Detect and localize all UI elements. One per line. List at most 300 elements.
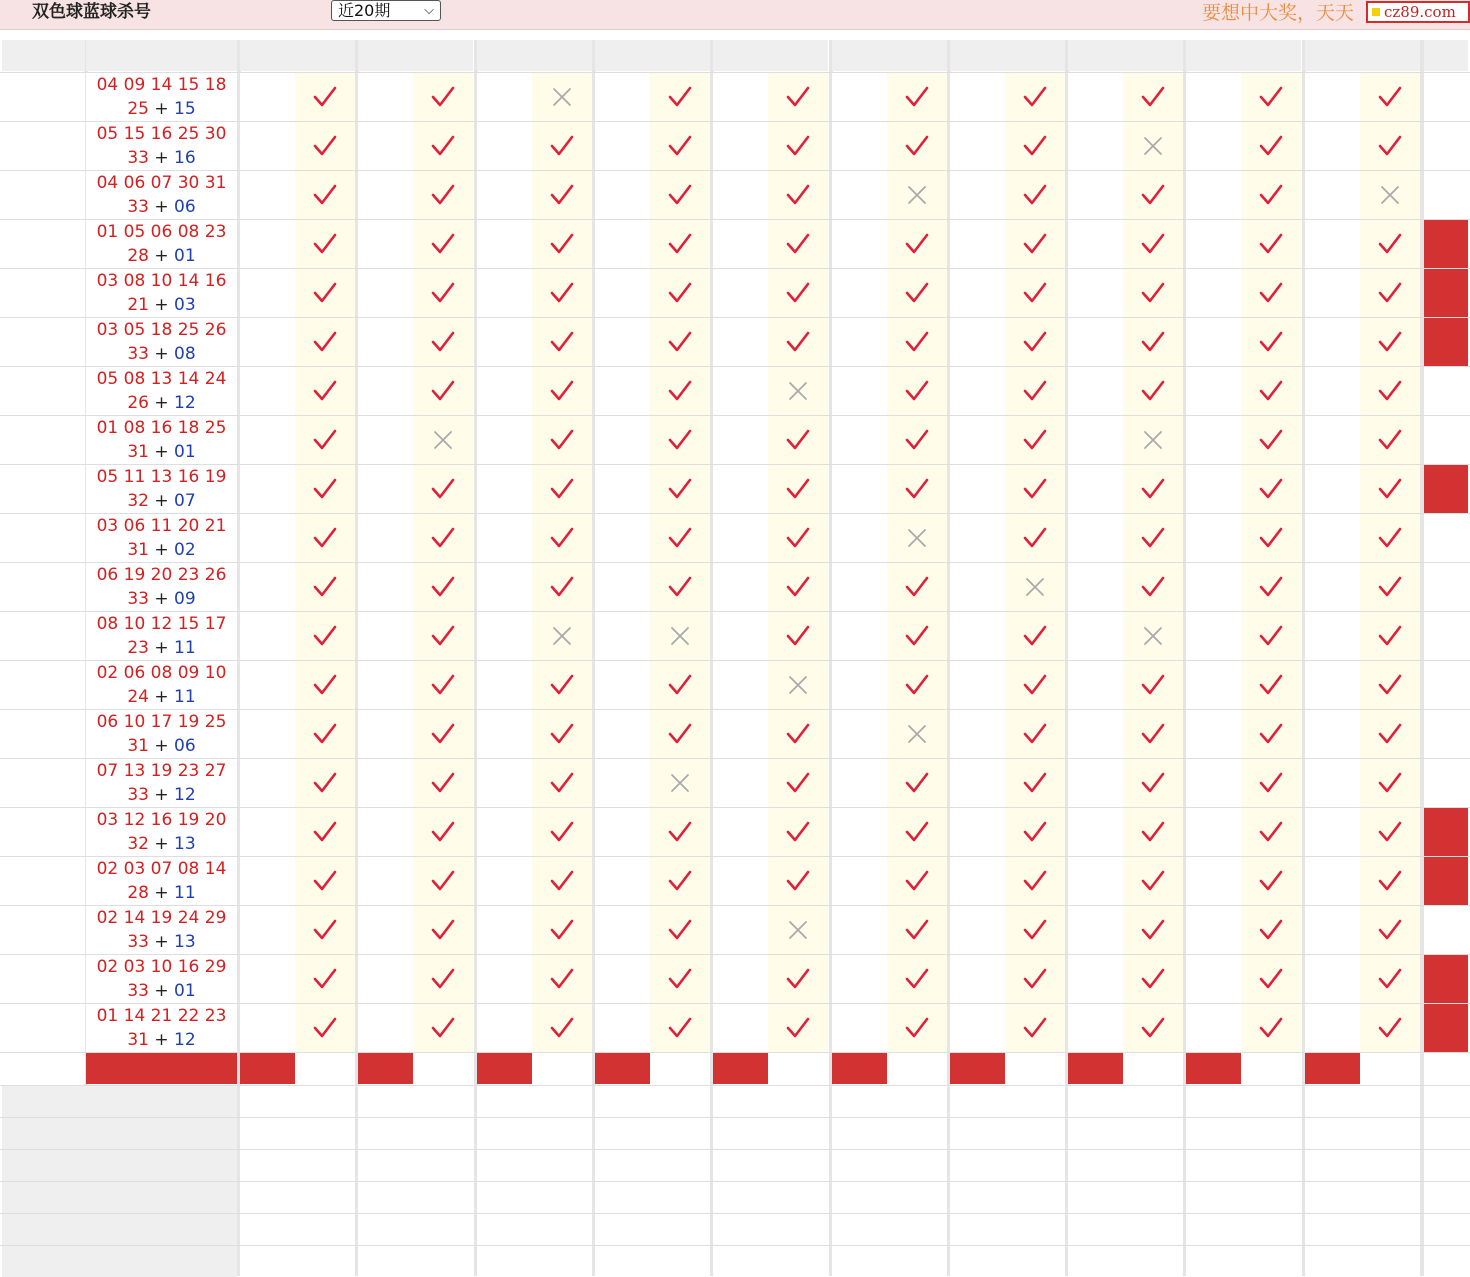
summary-value (1186, 1118, 1301, 1149)
kill-number (1305, 906, 1360, 954)
kill-number (477, 269, 532, 317)
red-balls: 03 05 18 25 26 (96, 320, 227, 340)
red-balls: 04 06 07 30 31 (96, 173, 227, 193)
kill-result (413, 857, 473, 905)
kill-number (240, 269, 295, 317)
kill-result (295, 906, 355, 954)
check-icon (904, 329, 930, 355)
kill-number (1068, 955, 1123, 1003)
check-icon (1258, 84, 1284, 110)
check-icon (904, 476, 930, 502)
red-balls: 05 11 13 16 19 (96, 467, 227, 487)
kill-number (950, 465, 1005, 513)
kill-result (1123, 514, 1183, 562)
row-divider (0, 1003, 1470, 1004)
correct-count (1424, 416, 1468, 464)
plus-sign: + (148, 932, 175, 952)
check-icon (667, 1015, 693, 1041)
kill-result (1005, 367, 1065, 415)
red-balls: 02 06 08 09 10 (96, 663, 227, 683)
check-icon (1140, 231, 1166, 257)
kill-number (477, 563, 532, 611)
blue-ball: 02 (174, 540, 196, 560)
site-logo[interactable] (1366, 1, 1470, 23)
summary-value (832, 1214, 947, 1245)
kill-number (240, 563, 295, 611)
summary-value (1186, 1214, 1301, 1245)
all-right-badge (1424, 220, 1468, 268)
current-kill-blank (768, 1053, 828, 1084)
kill-number (832, 171, 887, 219)
check-icon (904, 966, 930, 992)
plus-sign: + (148, 442, 175, 462)
check-icon (1258, 623, 1284, 649)
kill-number (950, 1004, 1005, 1052)
check-icon (1140, 84, 1166, 110)
kill-result (532, 710, 592, 758)
check-icon (430, 476, 456, 502)
col-header-expert (477, 40, 592, 71)
draw-second-line (127, 97, 195, 121)
kill-result (650, 612, 710, 660)
kill-number (240, 367, 295, 415)
kill-number (477, 1004, 532, 1052)
kill-result (1005, 563, 1065, 611)
kill-number (1305, 318, 1360, 366)
kill-number (832, 808, 887, 856)
kill-result (650, 906, 710, 954)
period-number (2, 808, 85, 856)
correct-count (1424, 563, 1468, 611)
kill-result (1360, 857, 1420, 905)
kill-number (1305, 661, 1360, 709)
row-divider (0, 1149, 1470, 1150)
summary-label (2, 1182, 237, 1213)
check-icon (904, 84, 930, 110)
period-number (2, 73, 85, 121)
draw-numbers (86, 122, 237, 170)
check-icon (1140, 476, 1166, 502)
red-ball-last: 31 (127, 540, 149, 560)
check-icon (785, 966, 811, 992)
red-balls: 02 03 07 08 14 (96, 859, 227, 879)
kill-result (1005, 73, 1065, 121)
check-icon (1258, 574, 1284, 600)
kill-result (887, 122, 947, 170)
kill-number (477, 122, 532, 170)
period-select[interactable] (331, 0, 441, 21)
check-icon (1258, 329, 1284, 355)
row-divider (0, 72, 1470, 73)
kill-number (1186, 220, 1241, 268)
red-ball-last: 24 (127, 687, 149, 707)
check-icon (312, 427, 338, 453)
kill-number (358, 73, 413, 121)
draw-second-line (127, 440, 195, 464)
red-ball-last: 31 (127, 442, 149, 462)
current-kill-blank (295, 1053, 355, 1084)
current-period-number (2, 1053, 85, 1084)
check-icon (1140, 574, 1166, 600)
kill-number (713, 906, 768, 954)
kill-number (713, 367, 768, 415)
correct-count (1424, 906, 1468, 954)
kill-number (832, 73, 887, 121)
kill-result (1005, 465, 1065, 513)
draw-second-line (127, 979, 195, 1003)
kill-number (595, 906, 650, 954)
red-balls: 03 06 11 20 21 (96, 516, 227, 536)
kill-number (1186, 612, 1241, 660)
draw-second-line (127, 881, 195, 905)
red-ball-last: 21 (127, 295, 149, 315)
kill-number (1186, 171, 1241, 219)
draw-second-line (127, 930, 195, 954)
kill-result (650, 220, 710, 268)
draw-second-line (127, 195, 195, 219)
check-icon (430, 280, 456, 306)
kill-number (595, 367, 650, 415)
kill-result (887, 318, 947, 366)
kill-number (1186, 857, 1241, 905)
check-icon (430, 868, 456, 894)
check-icon (312, 917, 338, 943)
red-balls: 01 14 21 22 23 (96, 1006, 227, 1026)
summary-value (240, 1214, 355, 1245)
check-icon (667, 329, 693, 355)
kill-result (1241, 269, 1301, 317)
kill-number (950, 220, 1005, 268)
summary-value (713, 1182, 828, 1213)
check-icon (1258, 280, 1284, 306)
kill-result (768, 563, 828, 611)
check-icon (1258, 966, 1284, 992)
kill-number (595, 465, 650, 513)
current-kill-number (713, 1053, 768, 1084)
kill-result (295, 122, 355, 170)
logo-text: cz89.com (1384, 3, 1456, 21)
summary-value (713, 1246, 828, 1277)
kill-result (768, 759, 828, 807)
check-icon (1258, 231, 1284, 257)
check-icon (1022, 182, 1048, 208)
kill-number (240, 955, 295, 1003)
kill-number (1068, 122, 1123, 170)
check-icon (1140, 819, 1166, 845)
cross-icon (549, 84, 575, 110)
kill-number (595, 710, 650, 758)
summary-value (358, 1118, 473, 1149)
kill-number (1068, 710, 1123, 758)
check-icon (785, 231, 811, 257)
blue-ball: 06 (174, 197, 196, 217)
row-divider (0, 464, 1470, 465)
blue-ball: 13 (174, 932, 196, 952)
check-icon (312, 574, 338, 600)
draw-red-line (97, 73, 227, 97)
kill-result (887, 661, 947, 709)
row-divider (0, 268, 1470, 269)
kill-result (768, 612, 828, 660)
kill-number (1068, 661, 1123, 709)
draw-red-line (97, 759, 227, 783)
kill-number (1305, 514, 1360, 562)
check-icon (1258, 133, 1284, 159)
draw-second-line (127, 734, 195, 758)
period-number (2, 318, 85, 366)
summary-value (358, 1214, 473, 1245)
kill-result (295, 73, 355, 121)
summary-value (1068, 1086, 1183, 1117)
row-divider (0, 121, 1470, 122)
kill-result (1360, 465, 1420, 513)
correct-count (1424, 122, 1468, 170)
kill-number (358, 416, 413, 464)
correct-count (1424, 661, 1468, 709)
col-header-expert (595, 40, 710, 71)
kill-number (713, 122, 768, 170)
summary-value (1186, 1086, 1301, 1117)
check-icon (1377, 84, 1403, 110)
check-icon (785, 721, 811, 747)
kill-result (532, 514, 592, 562)
kill-result (413, 710, 473, 758)
correct-count (1424, 171, 1468, 219)
check-icon (312, 84, 338, 110)
kill-result (532, 808, 592, 856)
check-icon (1140, 966, 1166, 992)
check-icon (667, 574, 693, 600)
kill-number (1068, 171, 1123, 219)
cross-icon (1140, 133, 1166, 159)
kill-result (650, 857, 710, 905)
kill-number (358, 955, 413, 1003)
row-divider (0, 415, 1470, 416)
check-icon (549, 672, 575, 698)
kill-result (1360, 906, 1420, 954)
check-icon (1377, 133, 1403, 159)
col-header-expert (713, 40, 828, 71)
blue-ball: 15 (174, 99, 196, 119)
check-icon (312, 770, 338, 796)
kill-result (1005, 612, 1065, 660)
summary-value (713, 1118, 828, 1149)
kill-result (887, 269, 947, 317)
summary-value (1186, 1182, 1301, 1213)
kill-number (713, 465, 768, 513)
kill-number (713, 416, 768, 464)
blue-ball: 06 (174, 736, 196, 756)
draw-numbers (86, 808, 237, 856)
current-kill-number (1068, 1053, 1123, 1084)
kill-number (713, 318, 768, 366)
cross-icon (1022, 574, 1048, 600)
check-icon (1377, 917, 1403, 943)
summary-value (832, 1246, 947, 1277)
blue-ball: 13 (174, 834, 196, 854)
check-icon (549, 329, 575, 355)
kill-result (1123, 416, 1183, 464)
row-divider (0, 905, 1470, 906)
kill-number (1186, 514, 1241, 562)
draw-red-line (97, 269, 227, 293)
red-balls: 01 08 16 18 25 (96, 418, 227, 438)
kill-result (1241, 220, 1301, 268)
kill-result (650, 465, 710, 513)
kill-number (358, 857, 413, 905)
cross-icon (667, 770, 693, 796)
check-icon (667, 672, 693, 698)
kill-result (295, 661, 355, 709)
summary-value (1305, 1246, 1420, 1277)
summary-value (595, 1086, 710, 1117)
check-icon (785, 623, 811, 649)
summary-value (595, 1150, 710, 1181)
draw-numbers (86, 367, 237, 415)
all-right-badge (1424, 808, 1468, 856)
period-number (2, 906, 85, 954)
check-icon (904, 133, 930, 159)
draw-second-line (127, 146, 195, 170)
kill-result (1360, 514, 1420, 562)
check-icon (1377, 427, 1403, 453)
red-ball-last: 23 (127, 638, 149, 658)
draw-second-line (127, 1028, 195, 1052)
kill-result (532, 122, 592, 170)
summary-value (950, 1214, 1065, 1245)
check-icon (1258, 672, 1284, 698)
draw-numbers (86, 220, 237, 268)
red-ball-last: 26 (127, 393, 149, 413)
check-icon (904, 231, 930, 257)
kill-result (768, 514, 828, 562)
kill-number (595, 563, 650, 611)
check-icon (785, 476, 811, 502)
check-icon (1377, 672, 1403, 698)
kill-number (477, 857, 532, 905)
kill-result (1241, 318, 1301, 366)
kill-result (413, 612, 473, 660)
current-kill-blank (650, 1053, 710, 1084)
kill-result (1005, 171, 1065, 219)
kill-result (768, 416, 828, 464)
check-icon (1377, 329, 1403, 355)
kill-number (358, 563, 413, 611)
kill-result (768, 906, 828, 954)
col-header-stat (1424, 40, 1468, 71)
kill-number (1305, 955, 1360, 1003)
draw-numbers (86, 73, 237, 121)
kill-result (1005, 1004, 1065, 1052)
check-icon (667, 819, 693, 845)
check-icon (1022, 623, 1048, 649)
kill-number (240, 759, 295, 807)
row-divider (0, 1085, 1470, 1086)
summary-value (477, 1086, 592, 1117)
kill-result (887, 465, 947, 513)
check-icon (549, 525, 575, 551)
kill-number (1305, 710, 1360, 758)
kill-result (887, 955, 947, 1003)
kill-number (832, 514, 887, 562)
current-kill-number (240, 1053, 295, 1084)
kill-result (1123, 367, 1183, 415)
check-icon (667, 84, 693, 110)
draw-second-line (127, 636, 195, 660)
kill-result (887, 710, 947, 758)
check-icon (785, 525, 811, 551)
draw-second-line (127, 832, 195, 856)
summary-value (358, 1150, 473, 1181)
kill-number (950, 955, 1005, 1003)
kill-result (887, 857, 947, 905)
blue-ball: 12 (174, 1030, 196, 1050)
kill-result (650, 367, 710, 415)
summary-stat (1424, 1182, 1468, 1213)
kill-result (768, 73, 828, 121)
red-balls: 07 13 19 23 27 (96, 761, 227, 781)
correct-count (1424, 710, 1468, 758)
summary-label (2, 1214, 237, 1245)
kill-number (477, 465, 532, 513)
kill-number (1305, 171, 1360, 219)
kill-result (1360, 122, 1420, 170)
row-divider (0, 513, 1470, 514)
kill-result (532, 367, 592, 415)
kill-number (1305, 220, 1360, 268)
all-right-badge (1424, 857, 1468, 905)
cross-icon (549, 623, 575, 649)
kill-number (950, 710, 1005, 758)
kill-number (358, 122, 413, 170)
kill-result (1241, 906, 1301, 954)
kill-result (768, 269, 828, 317)
kill-result (413, 465, 473, 513)
plus-sign: + (148, 197, 175, 217)
kill-number (1068, 808, 1123, 856)
kill-number (950, 857, 1005, 905)
current-kill-label (86, 1053, 237, 1084)
red-ball-last: 31 (127, 736, 149, 756)
check-icon (430, 84, 456, 110)
kill-result (413, 367, 473, 415)
row-divider (0, 660, 1470, 661)
draw-numbers (86, 514, 237, 562)
kill-number (832, 318, 887, 366)
draw-red-line (97, 906, 227, 930)
kill-result (1241, 1004, 1301, 1052)
kill-result (1241, 514, 1301, 562)
kill-number (1068, 759, 1123, 807)
kill-number (832, 906, 887, 954)
plus-sign: + (148, 99, 175, 119)
period-number (2, 1004, 85, 1052)
kill-result (1005, 906, 1065, 954)
check-icon (1022, 525, 1048, 551)
summary-value (477, 1246, 592, 1277)
blue-ball: 09 (174, 589, 196, 609)
check-icon (549, 574, 575, 600)
kill-result (1123, 1004, 1183, 1052)
summary-value (1305, 1214, 1420, 1245)
check-icon (785, 84, 811, 110)
cross-icon (1140, 623, 1166, 649)
kill-number (1305, 759, 1360, 807)
summary-label (2, 1086, 237, 1117)
kill-result (650, 171, 710, 219)
current-kill-blank (887, 1053, 947, 1084)
kill-result (413, 73, 473, 121)
